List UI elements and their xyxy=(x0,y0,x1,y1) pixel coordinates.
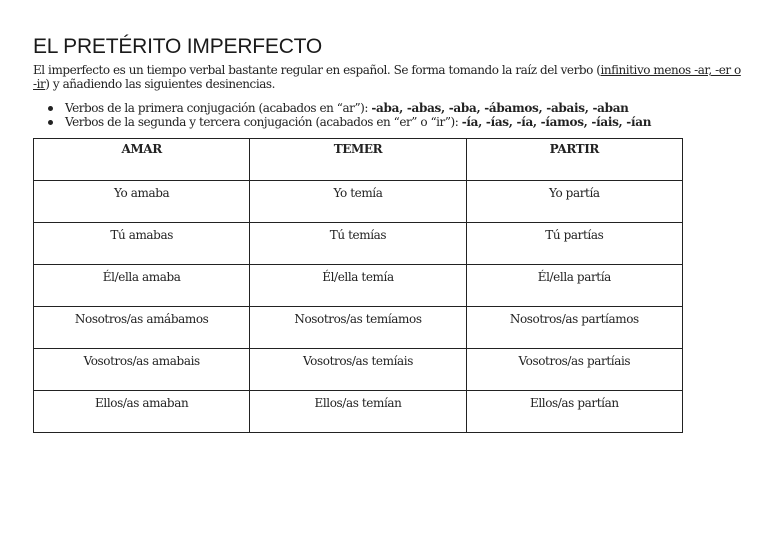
column-header-partir: PARTIR xyxy=(466,139,682,181)
intro-text-after: ) y añadiendo las siguientes desinencias. xyxy=(45,77,275,91)
table-cell: Nosotros/as amábamos xyxy=(34,307,250,349)
table-row xyxy=(34,223,683,265)
table-cell: Nosotros/as temíamos xyxy=(250,307,466,349)
document-page xyxy=(33,34,748,129)
table-row xyxy=(34,349,683,391)
list-item xyxy=(33,115,748,129)
table-header-row xyxy=(34,139,683,181)
intro-paragraph xyxy=(33,63,745,91)
table-cell: Ellos/as partían xyxy=(466,391,682,433)
table-cell: Ellos/as amaban xyxy=(34,391,250,433)
bullet-icon xyxy=(48,106,53,111)
table-row xyxy=(34,265,683,307)
page-title: EL PRETÉRITO IMPERFECTO xyxy=(33,35,323,58)
bullet-label: Verbos de la segunda y tercera conjugación (acabados en “er” o “ir”): xyxy=(65,115,462,129)
table-cell: Tú partías xyxy=(466,223,682,265)
column-header-temer: TEMER xyxy=(250,139,466,181)
table-cell: Él/ella temía xyxy=(250,265,466,307)
table-row xyxy=(34,307,683,349)
column-header-amar: AMAR xyxy=(34,139,250,181)
list-item xyxy=(33,101,748,115)
table-cell: Vosotros/as amabais xyxy=(34,349,250,391)
table-cell: Tú temías xyxy=(250,223,466,265)
table-cell: Él/ella amaba xyxy=(34,265,250,307)
endings-list xyxy=(33,101,748,129)
table-cell: Vosotros/as temíais xyxy=(250,349,466,391)
intro-underlined-text: infinitivo menos -ar, -er o -ir xyxy=(33,63,741,91)
bullet-label: Verbos de la primera conjugación (acabados en “ar”): xyxy=(65,101,372,115)
table-cell: Tú amabas xyxy=(34,223,250,265)
table-cell: Yo amaba xyxy=(34,181,250,223)
bullet-icon xyxy=(48,120,53,125)
table-row xyxy=(34,181,683,223)
table-cell: Nosotros/as partíamos xyxy=(466,307,682,349)
table-cell: Yo partía xyxy=(466,181,682,223)
conjugation-table xyxy=(33,138,683,433)
bullet-endings: -aba, -abas, -aba, -ábamos, -abais, -aban xyxy=(371,101,629,115)
table-row xyxy=(34,391,683,433)
table-cell: Ellos/as temían xyxy=(250,391,466,433)
table-cell: Vosotros/as partíais xyxy=(466,349,682,391)
table-cell: Él/ella partía xyxy=(466,265,682,307)
intro-text-before: El imperfecto es un tiempo verbal bastante regular en español. Se forma tomando la raíz del verbo ( xyxy=(33,63,601,77)
bullet-endings: -ía, -ías, -ía, -íamos, -íais, -ían xyxy=(461,115,652,129)
table-cell: Yo temía xyxy=(250,181,466,223)
